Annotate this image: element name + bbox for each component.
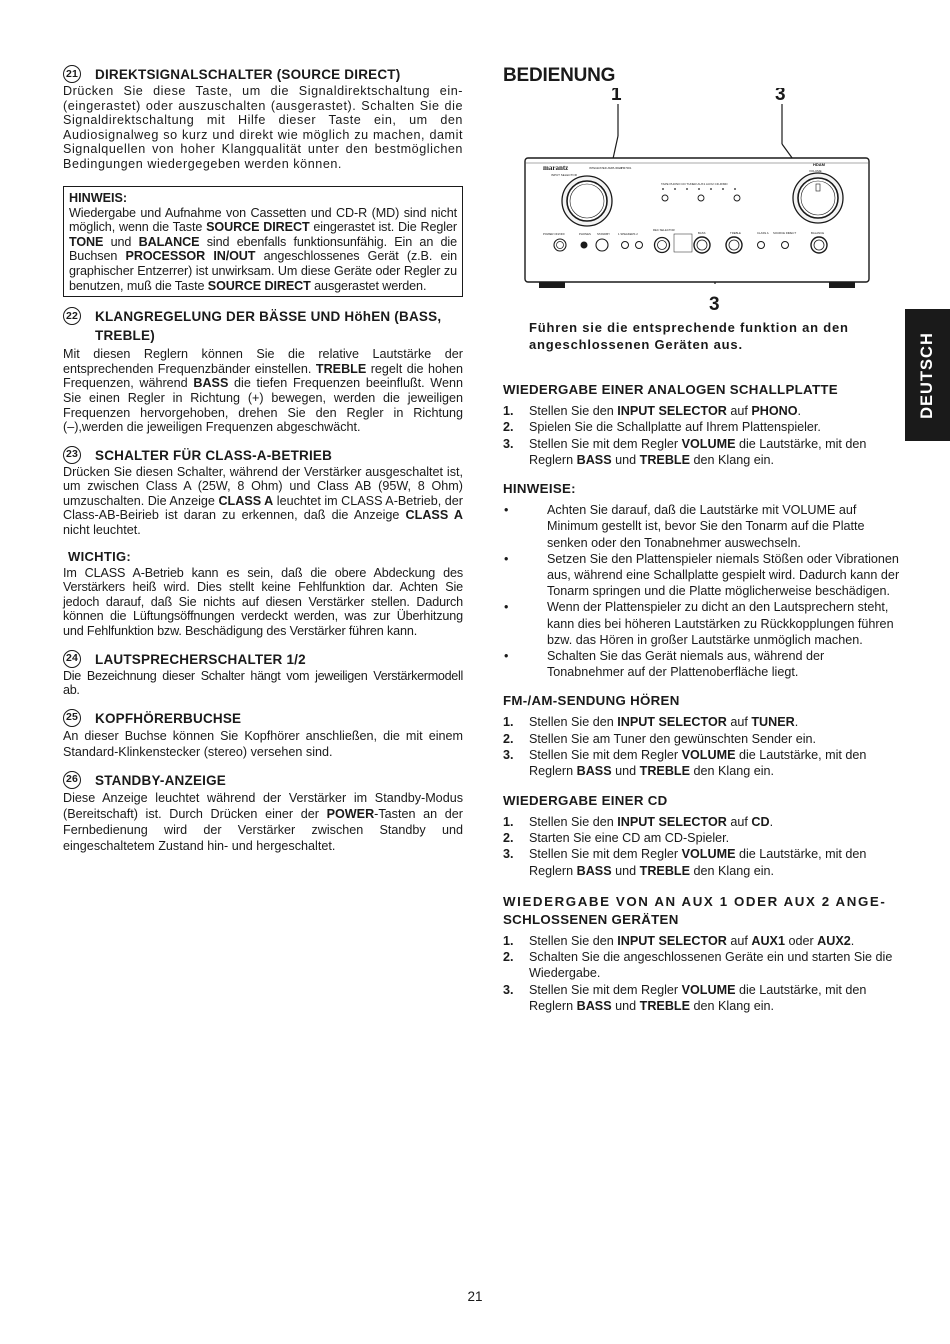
svg-text:BASS: BASS [698,231,706,235]
right-column [503,64,901,1014]
list-item: • Setzen Sie den Plattenspieler niemals Stößen oder Vibrationen aus, während eine Schallplatte gespielt wird. Dadurch kann der Tonarm springen und die Platte möglicherweise beschädigen. [504,551,900,599]
fm-heading: FM-/AM-SENDUNG HÖREN [503,693,680,709]
svg-text:TAPE PHONO CD TUNER AUX1 AUX2: TAPE PHONO CD TUNER AUX1 AUX2 CD-R/MD [661,182,728,186]
section-21-text: Drücken Sie diese Taste, um die Signaldirektschaltung ein- (eingerastet) oder auszuschalten (ausgerastet). Schalten Sie die Signaldirektschaltung mit Hilfe dieser Taste ein, um den Audiosignalweg so kurz und direkt wie möglich zu machen, damit Signalquellen von hoher Klangqualität unter den bestmöglichen Bedingungen wiedergegeben werden können. [63,84,463,171]
section-23-heading [63,446,463,465]
section-22-text: Mit diesen Reglern können Sie die relative Lautstärke der entsprechenden Frequenzbänder einstellen. TREBLE regelt die hohen Frequenzen, während BASS die tiefen Frequenzen beeinflußt. Wenn Sie einen Regler in Richtung (+) bewegen, werden die jeweiligen Frequenzen hervorgehoben, drehen Sie den Regler in Richtung (–),werden die jeweiligen Frequenzen abgeschwächt. [63,347,463,435]
list-item: 2. Schalten Sie die angeschlossenen Geräte ein und starten Sie die Wiedergabe. [503,950,893,981]
list-item: • Wenn der Plattenspieler zu dicht an den Lautsprechern steht, kann dies bei höheren Lautstärken zu Rückkopplungen führen bzw. das Hören in großer Lautstärke unmöglich machen. [504,600,894,647]
svg-text:INTEGRATED AMPLIFIER: INTEGRATED AMPLIFIER [589,166,623,170]
hinweise-heading: HINWEISE: [503,481,576,497]
list-item: 1. Stellen Sie den INPUT SELECTOR auf TUNER. [503,715,799,730]
language-tab [905,309,950,441]
aux-steps [503,933,901,1014]
svg-text:REC SELECTOR: REC SELECTOR [653,228,675,232]
svg-text:STANDBY: STANDBY [597,232,611,236]
wichtig-text: Im CLASS A-Betrieb kann es sein, daß die obere Abdeckung des Verstärkers heiß wird. Dies stellt keine Fehlfunktion dar. Achten Sie jedoch darauf, daß Sie nichts auf diesen Verstärker stellen. Dadurch können die Lüftungsöffnungen verdeckt werden, was zur Überhitzung und Fehlfunktion bzw. Beschädigung des Verstärker führen kann. [63,565,463,639]
list-item: 1. Stellen Sie den INPUT SELECTOR auf CD. [503,814,774,829]
section-number-badge: 22 [63,307,81,325]
callout-1: 1 [611,88,622,105]
list-item: 3. Stellen Sie mit dem Regler VOLUME die Lautstärke, mit den Reglern BASS und TREBLE den Klang ein. [503,847,867,878]
section-title: STANDBY-ANZEIGE [95,772,227,788]
svg-text:INPUT SELECTOR: INPUT SELECTOR [551,173,577,177]
wichtig-title: WICHTIG: [68,548,132,564]
svg-text:PHONES: PHONES [579,232,591,236]
aux-heading: WIEDERGABE VON AN AUX 1 ODER AUX 2 ANGE- SCHLOSSENEN GERÄTEN [503,893,887,927]
svg-text:POWER ON/OFF: POWER ON/OFF [543,232,565,236]
section-22-heading [63,307,463,345]
list-item: 3. Stellen Sie mit dem Regler VOLUME die Lautstärke, mit den Reglern BASS und TREBLE den Klang ein. [503,748,867,779]
amplifier-front-panel-illustration [503,88,901,316]
section-title: LAUTSPRECHERSCHALTER 1/2 [95,651,306,667]
fm-steps [503,714,901,779]
section-title: DIREKTSIGNALSCHALTER (SOURCE DIRECT) [95,67,401,82]
svg-text:PM7001: PM7001 [621,166,632,170]
hinweis-text: Wiedergabe und Aufnahme von Cassetten und CD-R (MD) sind nicht möglich, wenn die Taste SOURCE DIRECT eingerastet ist. Die Regler TONE und BALANCE sind ebenfalls funktionsunfähig. Ein an die Buchsen PROCESSOR IN/OUT angeschlossenes Gerät (z.B. ein graphischer Entzerrer) ist unwirksam. Um diese Geräte oder Regler zu benutzen, muß die Taste SOURCE DIRECT ausgerastet werden. [69,205,457,293]
list-item: 3. Stellen Sie mit dem Regler VOLUME die Lautstärke, mit den Reglern BASS und TREBLE den Klang ein. [503,982,867,1013]
page-title: BEDIENUNG [503,65,616,86]
section-24-text: Die Bezeichnung dieser Schalter hängt vom jeweiligen Verstärkermodell ab. [63,668,463,698]
section-25-text: An dieser Buchse können Sie Kopfhörer anschließen, die mit einem Standard-Klinkenstecker (stereo) versehen sind. [63,728,463,759]
section-number-badge: 26 [63,771,81,789]
list-item: 2. Spielen Sie die Schallplatte auf Ihrem Plattenspieler. [503,420,821,435]
section-number-badge: 21 [63,65,81,83]
list-item: • Schalten Sie das Gerät niemals aus, während der Tonabnehmer auf der Plattenoberfläche liegt. [504,649,825,680]
cd-heading: WIEDERGABE EINER CD [503,792,668,808]
vinyl-steps [503,403,901,468]
section-21-heading [63,65,463,84]
callout-3-top: 3 [775,88,786,105]
lead-text: Führen sie die entsprechende funktion an den angeschlossenen Geräten aus. [529,320,849,352]
hinweis-box [63,186,463,298]
list-item: 2. Starten Sie eine CD am CD-Spieler. [503,830,730,845]
svg-text:VOLUME: VOLUME [809,169,822,173]
svg-text:SOURCE DIRECT: SOURCE DIRECT [773,231,797,235]
svg-text:CLASS A: CLASS A [757,231,769,235]
list-item: 3. Stellen Sie mit dem Regler VOLUME die Lautstärke, mit den Reglern BASS und TREBLE den Klang ein. [503,436,867,467]
left-column [63,65,463,854]
section-number-badge: 23 [63,446,81,464]
section-title: KOPFHÖRERBUCHSE [95,710,242,726]
list-item: 1. Stellen Sie den INPUT SELECTOR auf AUX1 oder AUX2. [503,933,855,948]
hinweise-list [503,502,901,680]
section-title: SCHALTER FÜR CLASS-A-BETRIEB [95,447,333,463]
section-25-heading [63,709,463,728]
svg-text:marantz: marantz [543,164,569,172]
section-number-badge: 25 [63,709,81,727]
vinyl-heading: WIEDERGABE EINER ANALOGEN SCHALLPLATTE [503,382,838,397]
svg-text:HDAM: HDAM [813,162,825,167]
language-tab-label: DEUTSCH [918,331,937,419]
svg-text:TREBLE: TREBLE [730,231,741,235]
page-number: 21 [467,1289,483,1304]
list-item: 2. Stellen Sie am Tuner den gewünschten Sender ein. [503,731,817,746]
section-26-text: Diese Anzeige leuchtet während der Verstärker im Standby-Modus (Bereitschaft) ist. Durch Drücken einer der POWER-Tasten an der Fernbedienung wird der Verstärker zwischen Standby und eingeschaltetem Zustand hin- und hergeschaltet. [63,790,463,853]
list-item: 1. Stellen Sie den INPUT SELECTOR auf PHONO. [503,404,802,418]
svg-text:1 SPEAKERS 2: 1 SPEAKERS 2 [618,232,638,236]
section-24-heading [63,650,463,669]
section-number-badge: 24 [63,650,81,668]
section-26-heading [63,771,463,790]
cd-steps [503,814,901,879]
hinweis-title: HINWEIS: [69,190,128,205]
section-23-text: Drücken Sie diesen Schalter, während der Verstärker ausgeschaltet ist, um zwischen Class A (25W, 8 Ohm) und Class AB (95W, 8 Ohm) umzuschalten. Die Anzeige CLASS A leuchtet im CLASS A-Betrieb, der Class-AB-Beirieb ist daran zu erkennen, daß die Anzeige CLASS A nicht leuchtet. [63,464,464,538]
callout-3-bottom: 3 [709,294,720,315]
svg-text:BALANCE: BALANCE [811,231,825,235]
section-title: KLANGREGELUNG DER BÄSSE UND HöhEN (BASS, TREBLE) [95,309,442,344]
list-item: • Achten Sie darauf, daß die Lautstärke mit VOLUME auf Minimum gestellt ist, bevor Sie den Tonarm auf die Platte senken oder den Tonabnehmer auswechseln. [504,503,865,550]
amplifier-diagram [503,88,901,316]
